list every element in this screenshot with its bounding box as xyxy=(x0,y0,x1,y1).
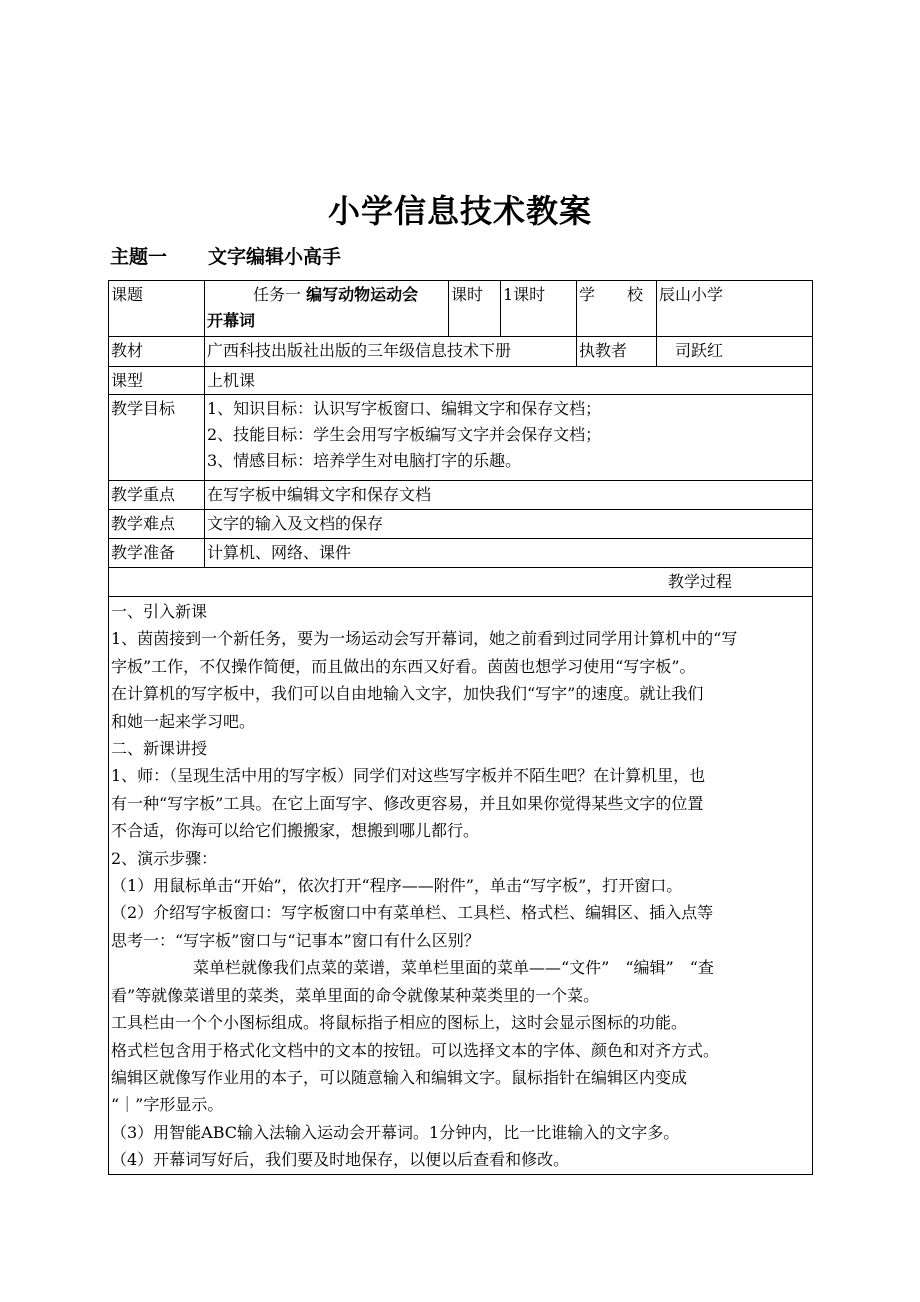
process-body-row xyxy=(109,597,813,1175)
goal-item: 2、技能目标：学生会用写字板编写文字并会保存文档； xyxy=(207,425,602,444)
process-line: 编辑区就像写作业用的本子，可以随意输入和编辑文字。鼠标指针在编辑区内变成 xyxy=(111,1067,688,1087)
difficulty-label: 教学难点 xyxy=(109,510,205,539)
process-line: 思考一：“写字板”窗口与“记事本”窗口有什么区别？ xyxy=(111,930,480,950)
lesson-plan-table xyxy=(108,280,813,1175)
process-line: 菜单栏就像我们点菜的菜谱，菜单栏里面的菜单——“文件” “编辑” “查 xyxy=(193,958,714,978)
key-row xyxy=(109,481,813,510)
prep-row xyxy=(109,539,813,568)
teacher-name: 司跃红 xyxy=(675,341,724,360)
topic-label: 课题 xyxy=(109,281,205,337)
process-line: 字板”工作，不仅操作简便，而且做出的东西又好看。茵茵也想学习使用“写字板”。 xyxy=(111,656,696,676)
type-label: 课型 xyxy=(109,367,205,395)
process-line: 格式栏包含用于格式化文档中的文本的按钮。可以选择文本的字体、颜色和对齐方式。 xyxy=(111,1040,720,1060)
textbook-value: 广西科技出版社出版的三年级信息技术下册 xyxy=(205,337,577,367)
prep-value: 计算机、网络、课件 xyxy=(205,539,813,568)
process-line: （2）介绍写字板窗口：写字板窗口中有菜单栏、工具栏、格式栏、编辑区、插入点等 xyxy=(111,903,714,923)
type-row xyxy=(109,367,813,395)
process-line: （1）用鼠标单击“开始”，依次打开“程序——附件”，单击“写字板”，打开窗口。 xyxy=(111,876,683,896)
key-label: 教学重点 xyxy=(109,481,205,510)
process-line: 2、演示步骤： xyxy=(111,848,218,868)
difficulty-value: 文字的输入及文档的保存 xyxy=(205,510,813,539)
teacher-label: 执教者 xyxy=(577,337,657,367)
theme-line xyxy=(110,242,341,269)
school-label: 学 校 xyxy=(577,281,657,337)
textbook-label: 教材 xyxy=(109,337,205,367)
prep-label: 教学准备 xyxy=(109,539,205,568)
process-line: 看”等就像菜谱里的菜类，菜单里面的命令就像某种菜类里的一个菜。 xyxy=(111,985,600,1005)
hours-value: 1课时 xyxy=(501,281,577,337)
process-line: 和她一起来学习吧。 xyxy=(111,711,256,731)
hours-label: 课时 xyxy=(449,281,501,337)
goals-row xyxy=(109,395,813,481)
topic-task: 任务一 xyxy=(253,285,302,304)
process-line: “｜”字形显示。 xyxy=(111,1095,224,1115)
goal-item: 1、知识目标：认识写字板窗口、编辑文字和保存文档； xyxy=(207,399,602,418)
topic-name-line1: 编写动物运动会 xyxy=(306,285,419,304)
process-line: （3）用智能ABC输入法输入运动会开幕词。1分钟内，比一比谁输入的文字多。 xyxy=(111,1122,680,1142)
process-line: （4）开幕词写好后，我们要及时地保存，以便以后查看和修改。 xyxy=(111,1150,570,1170)
theme-label: 主题一 xyxy=(110,246,168,268)
process-line: 不合适，你海可以给它们搬搬家，想搬到哪儿都行。 xyxy=(111,821,480,841)
goals-value xyxy=(205,395,813,481)
process-line: 一、引入新课 xyxy=(111,602,208,621)
process-heading: 教学过程 xyxy=(109,568,813,597)
difficulty-row xyxy=(109,510,813,539)
process-heading-row xyxy=(109,568,813,597)
teacher-value xyxy=(657,337,813,367)
process-line: 有一种“写字板”工具。在它上面写字、修改更容易，并且如果你觉得某些文字的位置 xyxy=(111,793,704,813)
process-line: 1、师：（呈现生活中用的写字板）同学们对这些写字板并不陌生吧？在计算机里，也 xyxy=(111,766,706,786)
key-value: 在写字板中编辑文字和保存文档 xyxy=(205,481,813,510)
school-value: 辰山小学 xyxy=(657,281,813,337)
topic-value xyxy=(205,281,449,337)
topic-row xyxy=(109,281,813,337)
textbook-row xyxy=(109,337,813,367)
process-line: 工具栏由一个个小图标组成。将鼠标指子相应的图标上，这时会显示图标的功能。 xyxy=(111,1013,688,1033)
process-line: 在计算机的写字板中，我们可以自由地输入文字，加快我们“写字”的速度。就让我们 xyxy=(111,684,704,704)
type-value: 上机课 xyxy=(205,367,813,395)
goal-item: 3、情感目标：培养学生对电脑打字的乐趣。 xyxy=(207,451,522,470)
theme-text: 文字编辑小高手 xyxy=(208,246,342,268)
process-body xyxy=(109,597,813,1175)
goals-label: 教学目标 xyxy=(109,395,205,481)
process-line: 1、茵茵接到一个新任务，要为一场运动会写开幕词，她之前看到过同学用计算机中的“写 xyxy=(111,629,738,649)
process-line: 二、新课讲授 xyxy=(111,739,208,759)
topic-name-line2: 开幕词 xyxy=(207,311,256,330)
document-title: 小学信息技术教案 xyxy=(327,192,592,230)
